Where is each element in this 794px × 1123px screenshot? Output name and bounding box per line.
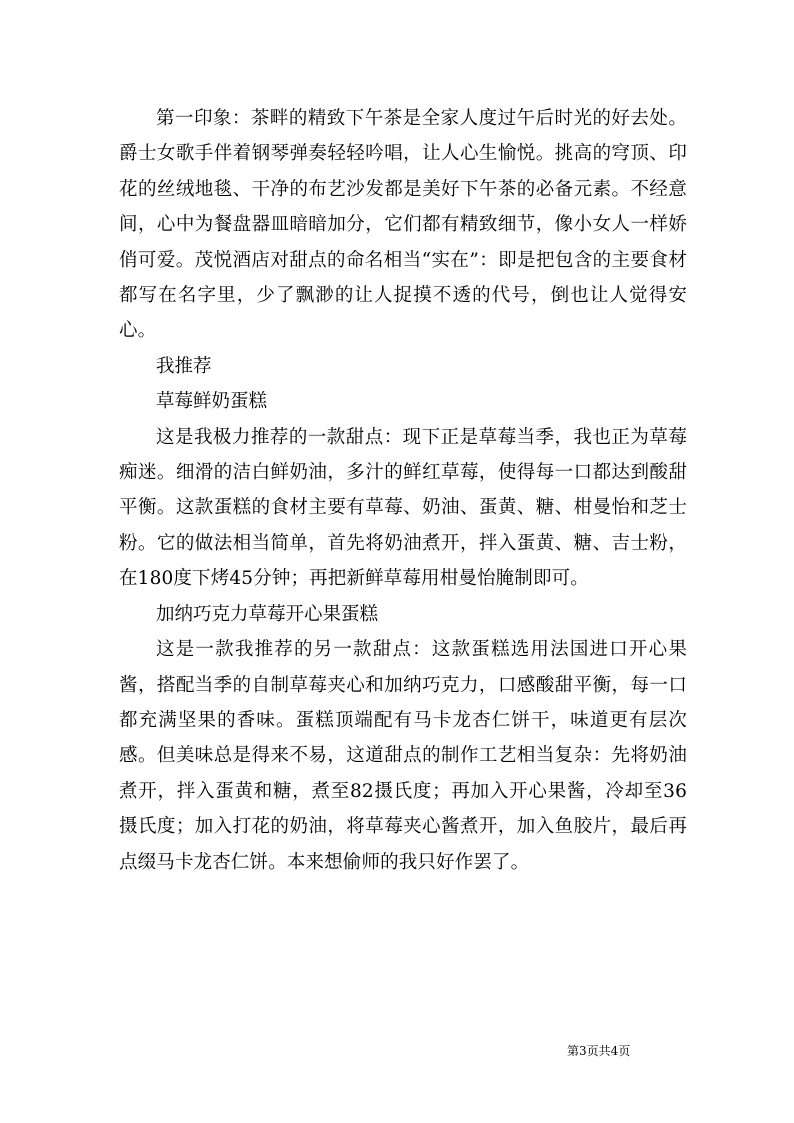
paragraph-pistachio-cake: 这是一款我推荐的另一款甜点：这款蛋糕选用法国进口开心果酱，搭配当季的自制草莓夹心和加纳巧克力，口感酸甜平衡，每一口都充满坚果的香味。蛋糕顶端配有马卡龙杏仁饼干，味道更有层次感。但美味总是得来不易，这道甜点的制作工艺相当复杂：先将奶油煮开，拌入蛋黄和糖，煮至82摄氏度；再加入开心果酱，冷却至36摄氏度；加入打花的奶油，将草莓夹心酱煮开，加入鱼胶片，最后再点缀马卡龙杏仁饼。本来想偷师的我只好作罢了。 [119, 639, 687, 873]
page-number-footer: 第3页共4页 [567, 1044, 631, 1058]
heading-strawberry-cake: 草莓鲜奶蛋糕 [156, 391, 268, 413]
document-body [119, 101, 687, 880]
paragraph-first-impression: 第一印象：茶畔的精致下午茶是全家人度过午后时光的好去处。爵士女歌手伴着钢琴弹奏轻轻吟唱，让人心生愉悦。挑高的穹顶、印花的丝绒地毯、干净的布艺沙发都是美好下午茶的必备元素。不经意间，心中为餐盘器皿暗暗加分，它们都有精致细节，像小女人一样娇俏可爱。茂悦酒店对甜点的命名相当“实在”：即是把包含的主要食材都写在名字里，少了飘渺的让人捉摸不透的代号，倒也让人觉得安心。 [119, 108, 687, 342]
heading-pistachio-cake: 加纳巧克力草莓开心果蛋糕 [156, 603, 379, 625]
paragraph-strawberry-cake: 这是我极力推荐的一款甜点：现下正是草莓当季，我也正为草莓痴迷。细滑的洁白鲜奶油，多汁的鲜红草莓，使得每一口都达到酸甜平衡。这款蛋糕的食材主要有草莓、奶油、蛋黄、糖、柑曼怡和芝士粉。它的做法相当简单，首先将奶油煮开，拌入蛋黄、糖、吉士粉，在180度下烤45分钟；再把新鲜草莓用柑曼怡腌制即可。 [119, 426, 687, 590]
heading-recommend: 我推荐 [156, 355, 212, 377]
